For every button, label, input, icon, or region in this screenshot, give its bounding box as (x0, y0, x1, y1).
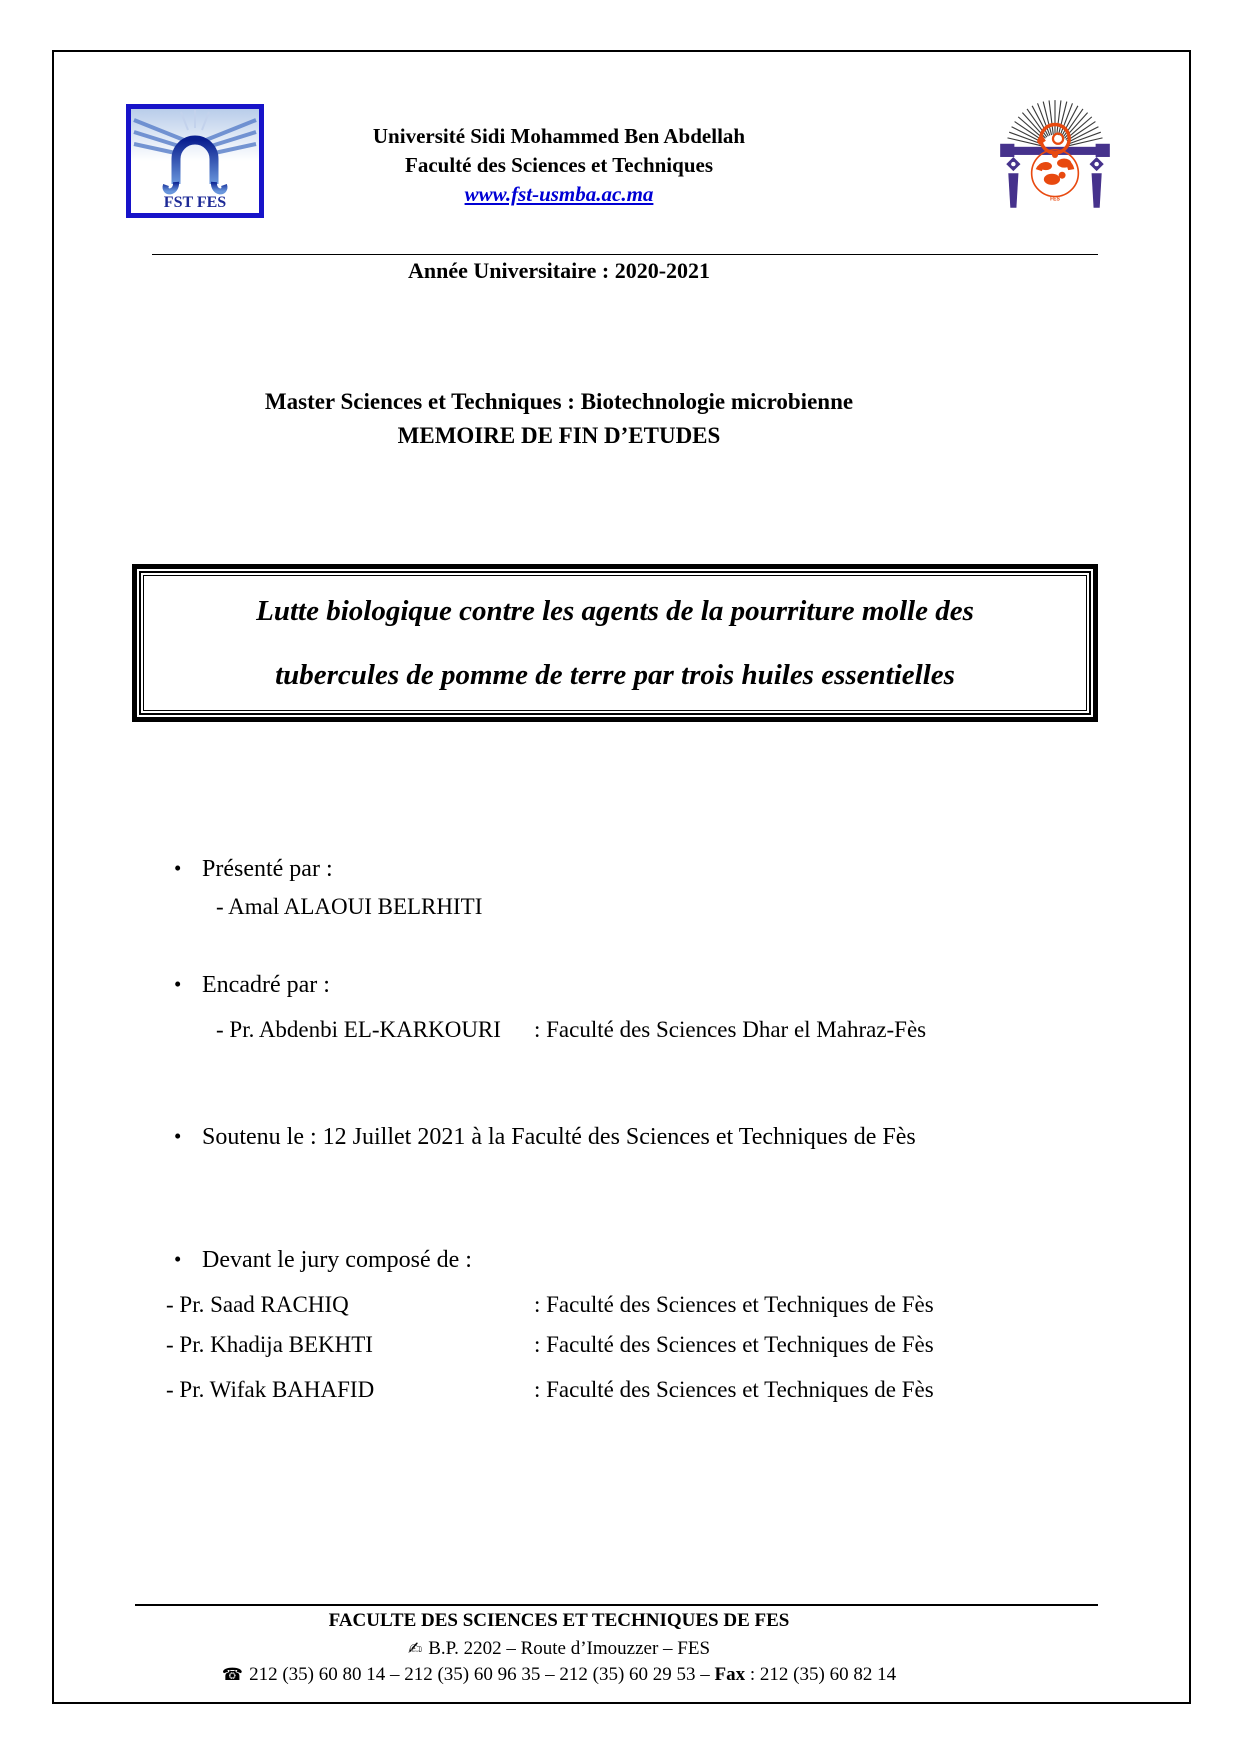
footer-faculty-name: FACULTE DES SCIENCES ET TECHNIQUES DE FES (328, 1610, 790, 1631)
emblem-caption: FES (1050, 196, 1060, 203)
academic-year: Année Universitaire : 2020-2021 (407, 258, 711, 283)
supervisor-affiliation: : Faculté des Sciences Dhar el Mahraz-Fès (534, 1017, 927, 1042)
footer-fax-number: : 212 (35) 60 82 14 (745, 1664, 897, 1685)
footer-divider (135, 1604, 1098, 1606)
faculty-website-link[interactable]: www.fst-usmba.ac.ma (464, 182, 654, 206)
document-type: MEMOIRE DE FIN D’ETUDES (397, 423, 721, 448)
bullet-icon (174, 1124, 202, 1149)
university-name: Université Sidi Mohammed Ben Abdellah (372, 124, 746, 148)
jury-member-name: - Pr. Wifak BAHAFID (166, 1377, 375, 1402)
jury-row (166, 1292, 1096, 1318)
jury-row (166, 1332, 1096, 1358)
fst-fes-logo-image (126, 104, 264, 218)
presented-by-label-line (174, 856, 333, 883)
usmba-emblem (989, 94, 1121, 224)
jury-member-affiliation: : Faculté des Sciences et Techniques de Fès (534, 1292, 934, 1317)
supervised-by-label-line (174, 972, 330, 999)
thesis-title-box (132, 564, 1098, 722)
usmba-emblem-image (989, 94, 1121, 224)
program-block (54, 385, 1064, 453)
header-text-block (354, 122, 764, 209)
presented-by-name: - Amal ALAOUI BELRHITI (216, 894, 483, 919)
bullet-icon (174, 1247, 202, 1272)
jury-member-affiliation: : Faculté des Sciences et Techniques de Fès (534, 1377, 934, 1402)
faculty-name: Faculté des Sciences et Techniques (405, 153, 713, 177)
supervised-by-label: Encadré par : (202, 972, 330, 998)
defense-line (174, 1124, 916, 1151)
presented-by-label: Présenté par : (202, 856, 333, 882)
supervisor-row (216, 1017, 1096, 1043)
jury-member-affiliation: : Faculté des Sciences et Techniques de Fès (534, 1332, 934, 1357)
thesis-title-line1: Lutte biologique contre les agents de la pourriture molle des (256, 595, 974, 627)
writing-hand-icon: ✍ (407, 1639, 423, 1659)
document-page (52, 50, 1191, 1704)
defense-text: Soutenu le : 12 Juillet 2021 à la Faculté des Sciences et Techniques de Fès (202, 1124, 916, 1150)
fst-fes-logo (126, 104, 264, 218)
jury-label-line (174, 1247, 472, 1274)
footer-phone-numbers: 212 (35) 60 80 14 – 212 (35) 60 96 35 – 212 (35) 60 29 53 – (249, 1664, 715, 1685)
program-name: Master Sciences et Techniques : Biotechnologie microbienne (264, 389, 854, 414)
footer-phone-line (54, 1664, 1064, 1686)
fst-logo-caption: FST FES (163, 194, 227, 211)
jury-member-name: - Pr. Khadija BEKHTI (166, 1332, 373, 1357)
telephone-icon: ☎ (221, 1665, 244, 1685)
bullet-icon (174, 856, 202, 881)
jury-member-name: - Pr. Saad RACHIQ (166, 1292, 349, 1317)
header-divider (152, 254, 1098, 255)
jury-row (166, 1377, 1096, 1403)
thesis-title-line2: tubercules de pomme de terre par trois huiles essentielles (275, 659, 955, 691)
footer-address-line (54, 1638, 1064, 1660)
supervisor-name: - Pr. Abdenbi EL-KARKOURI (216, 1017, 501, 1042)
bullet-icon (174, 972, 202, 997)
jury-label: Devant le jury composé de : (202, 1247, 472, 1273)
footer-address: B.P. 2202 – Route d’Imouzzer – FES (428, 1638, 711, 1659)
footer-fax-label: Fax (714, 1664, 746, 1685)
